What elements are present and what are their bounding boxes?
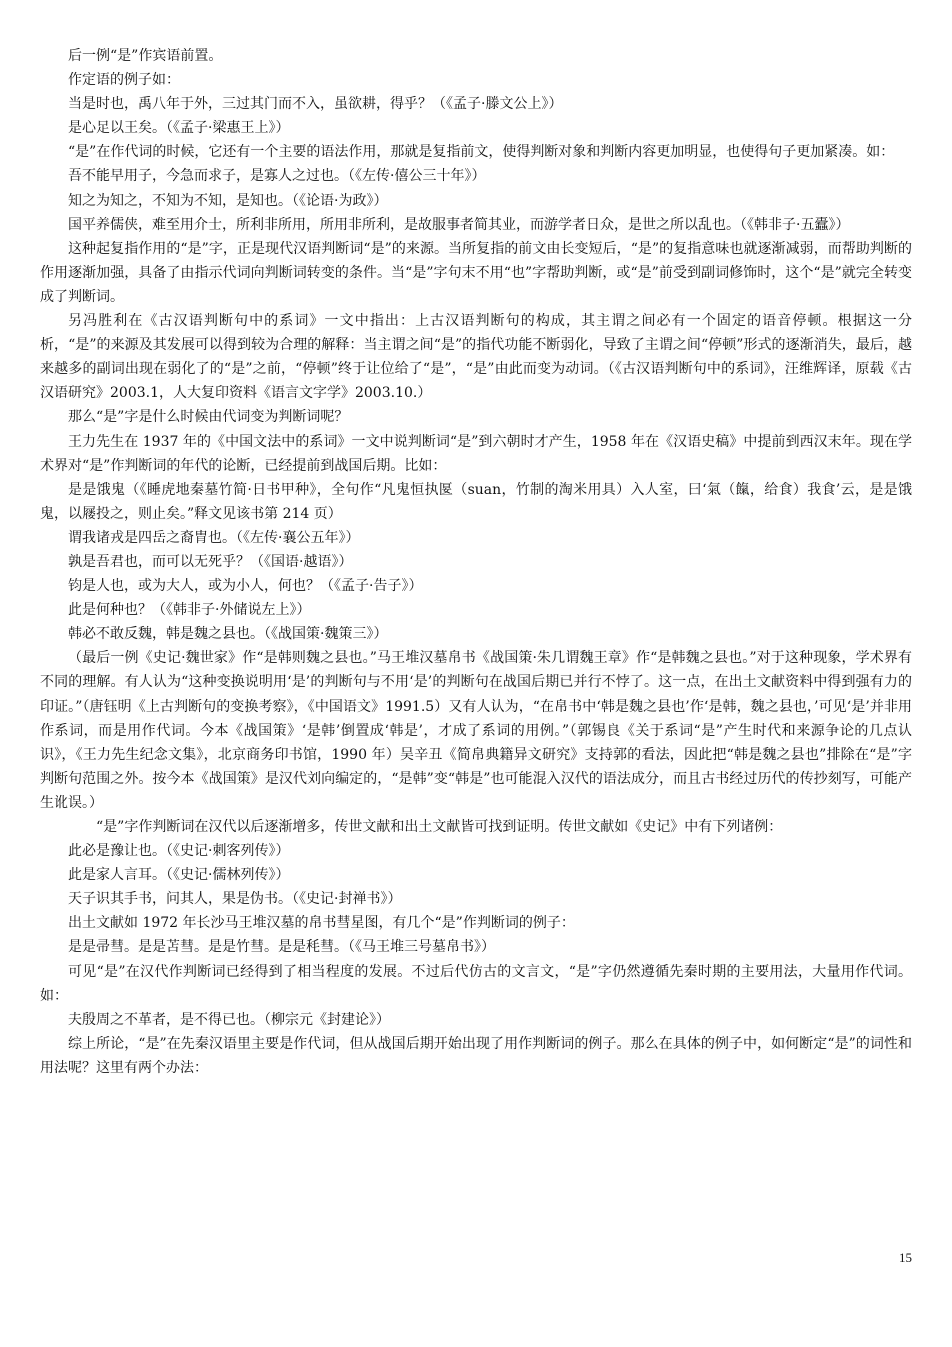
paragraph: 这种起复指作用的“是”字，正是现代汉语判断词“是”的来源。当所复指的前文由长变短后，“是”的复指意味也就逐渐减弱，而帮助判断的作用逐渐加强，具备了由指示代词向判断词转变的条件。当“是”字句末不用“也”字帮助判断，或“是”前受到副词修饰时，这个“是”就完全转变成了判断词。 (40, 240, 912, 305)
example-line: 那么“是”字是什么时候由代词变为判断词呢？ (68, 409, 349, 426)
example-line: 此必是豫让也。（《史记·刺客列传》） (68, 843, 290, 860)
paragraph: “是”在作代词的时候，它还有一个主要的语法作用，那就是复指前文，使得判断对象和判断内容更加明显，也使得句子更加紧凑。如： (68, 144, 895, 161)
example-line: 是是帚彗。是是苫彗。是是竹彗。是是秏彗。（《马王堆三号墓帛书》） (68, 939, 495, 956)
paragraph: 另冯胜利在《古汉语判断句中的系词》一文中指出：上古汉语判断句的构成，其主谓之间必有一个固定的语音停顿。根据这一分析，“是”的来源及其发展可以得到较为合理的解释：当主谓之间“是”的指代功能不断弱化，导致了主谓之间“停顿”形式的逐渐消失，最后，越来越多的副词出现在弱化了的“是”之前，“停顿”终于让位给了“是”，“是”由此而变为动词。（《古汉语判断句中的系词》，汪维辉译，原载《古汉语研究》2003.1，人大复印资料《语言文字学》2003.10.） (40, 313, 912, 402)
document-body (40, 44, 912, 1080)
page-number: 15 (899, 1250, 912, 1265)
example-line: 天子识其手书，问其人，果是伪书。（《史记·封禅书》） (68, 891, 402, 908)
example-line: 是心足以王矣。（《孟子·梁惠王上》） (68, 120, 290, 137)
example-line: “是”字作判断词在汉代以后逐渐增多，传世文献和出土文献皆可找到证明。传世文献如《史记》中有下列诸例： (96, 819, 783, 835)
example-line: 谓我诸戎是四岳之裔胄也。（《左传·襄公五年》） (68, 529, 360, 546)
example-line: 当是时也，禹八年于外，三过其门而不入，虽欲耕，得乎？（《孟子·滕文公上》） (68, 96, 563, 113)
paragraph: 国平养儒侠，难至用介士，所利非所用，所用非所利，是故服事者简其业，而游学者日众，是世之所以乱也。（《韩非子·五蠹》） (68, 216, 850, 233)
example-line: 作定语的例子如： (68, 72, 180, 89)
example-line: 钧是人也，或为大人，或为小人，何也？（《孟子·告子》） (68, 578, 423, 595)
example-line: 夫殷周之不革者，是不得已也。（柳宗元《封建论》） (68, 1011, 390, 1028)
example-line: 此是家人言耳。（《史记·儒林列传》） (68, 867, 290, 884)
paragraph: 可见“是”在汉代作判断词已经得到了相当程度的发展。不过后代仿古的文言文，“是”字仍然遵循先秦时期的主要用法，大量用作代词。如： (40, 963, 912, 1004)
paragraph: 是是饿鬼（《睡虎地秦墓竹简·日书甲种》，全句作“凡鬼恒执匽（suan，竹制的淘米用具）入人室，曰‘氣（餼，给食）我食’云，是是饿鬼，以屦投之，则止矣。”释文见该书第 214 页） (40, 481, 912, 522)
paragraph: 王力先生在 1937 年的《中国文法中的系词》一文中说判断词“是”到六朝时才产生，1958 年在《汉语史稿》中提前到西汉末年。现在学术界对“是”作判断词的年代的论断，已经提前到战国后期。比如： (40, 433, 912, 474)
example-line: 此是何种也？（《韩非子·外储说左上》） (68, 602, 311, 619)
example-line: 韩必不敢反魏，韩是魏之县也。（《战国策·魏策三》） (68, 626, 388, 643)
example-line: 出土文献如 1972 年长沙马王堆汉墓的帛书彗星图，有几个“是”作判断词的例子： (68, 915, 575, 932)
example-line: 后一例“是”作宾语前置。 (68, 48, 223, 64)
paragraph: 综上所论，“是”在先秦汉语里主要是作代词，但从战国后期开始出现了用作判断词的例子。那么在具体的例子中，如何断定“是”的词性和用法呢？这里有两个办法： (40, 1035, 912, 1076)
paragraph: （最后一例《史记·魏世家》作“是韩则魏之县也。”马王堆汉墓帛书《战国策·朱几谓魏王章》作“是韩魏之县也。”对于这种现象，学术界有不同的理解。有人认为“这种变换说明用‘是’的判断句与不用‘是’的判断句在战国后期已并行不悖了。这一点，在出土文献资料中得到强有力的印证。”（唐钰明《上古判断句的变换考察》，《中国语文》1991.5）又有人认为，“在帛书中‘韩是魏之县也’作‘是韩，魏之县也，’可见‘是’并非用作系词，而是用作代词。今本《战国策》‘是韩’倒置成‘韩是’，才成了系词的用例。”（郭锡良《关于系词“是”产生时代和来源争论的几点认识》，《王力先生纪念文集》，北京商务印书馆，1990 年）吴辛丑《简帛典籍异文研究》支持郭的看法，因此把“韩是魏之县也”排除在“是”字判断句范围之外。按今本《战国策》是汉代刘向编定的，“是韩”变“韩是”也可能混入汉代的语法成分，而且古书经过历代的传抄刻写，可能产生讹误。） (40, 650, 912, 811)
example-line: 知之为知之，不知为不知，是知也。（《论语·为政》） (68, 192, 388, 209)
example-line: 孰是吾君也，而可以无死乎？（《国语·越语》） (68, 553, 353, 570)
example-line: 吾不能早用子，今急而求子，是寡人之过也。（《左传·僖公三十年》） (68, 168, 486, 185)
